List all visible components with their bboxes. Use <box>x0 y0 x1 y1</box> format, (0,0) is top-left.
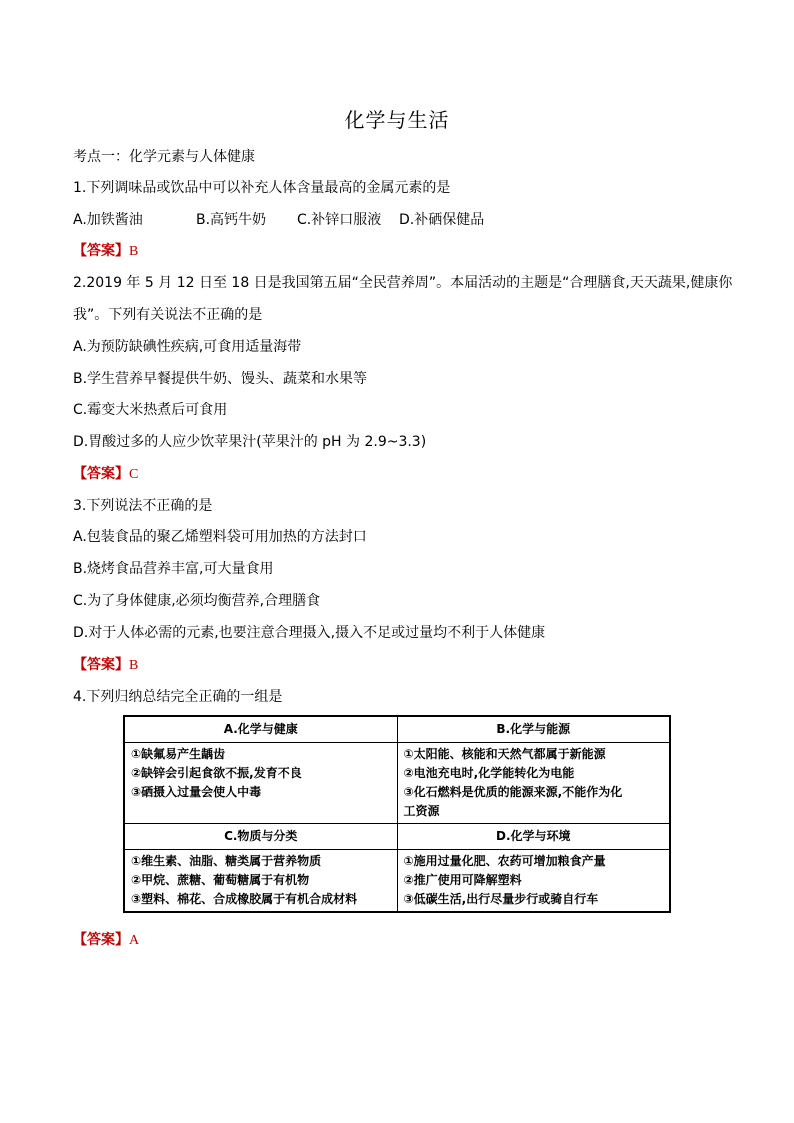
summary-table <box>123 715 671 913</box>
answer-label: 【答案】 <box>73 466 129 482</box>
question-2-stem-line1: 2.2019 年 5 月 12 日至 18 日是我国第五届“全民营养周”。本届活动的主题是“合理膳食,天天蔬果,健康你 <box>73 275 733 291</box>
answer-value: A <box>129 933 140 948</box>
question-1-answer <box>73 240 138 260</box>
table-b-line-4: 工资源 <box>403 804 440 818</box>
table-d-line-3: ③低碳生活,出行尽量步行或骑自行车 <box>403 892 599 906</box>
table-head-b: B.化学与能源 <box>397 716 670 743</box>
section-heading: 考点一：化学元素与人体健康 <box>73 149 255 165</box>
question-3-option-b: B.烧烤食品营养丰富,可大量食用 <box>73 561 274 577</box>
question-1-option-c: C.补锌口服液 <box>297 212 382 228</box>
table-cell-a <box>124 743 397 824</box>
answer-label: 【答案】 <box>73 657 129 673</box>
table-b-line-3: ③化石燃料是优质的能源来源,不能作为化 <box>403 785 623 799</box>
table-head-d: D.化学与环境 <box>397 824 670 850</box>
question-1-option-b: B.高钙牛奶 <box>196 212 267 228</box>
table-c-line-3: ③塑料、棉花、合成橡胶属于有机合成材料 <box>131 892 358 906</box>
table-cell-b <box>397 743 670 824</box>
question-2-answer <box>73 463 138 483</box>
table-b-line-2: ②电池充电时,化学能转化为电能 <box>403 766 575 780</box>
table-a-line-2: ②缺锌会引起食欲不振,发育不良 <box>131 766 302 780</box>
question-2-stem-line2: 我”。下列有关说法不正确的是 <box>73 307 263 323</box>
question-1-option-d: D.补硒保健品 <box>399 212 485 228</box>
question-3-stem: 3.下列说法不正确的是 <box>73 498 213 514</box>
answer-value: B <box>129 658 139 673</box>
table-a-line-3: ③硒摄入过量会使人中毒 <box>131 785 262 799</box>
question-4-stem: 4.下列归纳总结完全正确的一组是 <box>73 689 283 705</box>
table-d-line-1: ①施用过量化肥、农药可增加粮食产量 <box>403 854 606 868</box>
page-title: 化学与生活 <box>344 108 450 132</box>
question-2-option-a: A.为预防缺碘性疾病,可食用适量海带 <box>73 339 302 355</box>
question-2-option-c: C.霉变大米热煮后可食用 <box>73 402 228 418</box>
table-cell-c <box>124 850 397 913</box>
answer-label: 【答案】 <box>73 243 129 259</box>
table-head-c: C.物质与分类 <box>124 824 397 850</box>
question-3-option-c: C.为了身体健康,必须均衡营养,合理膳食 <box>73 593 321 609</box>
table-cell-d <box>397 850 670 913</box>
answer-value: B <box>129 244 139 259</box>
question-3-answer <box>73 654 138 674</box>
question-4-answer <box>73 929 139 949</box>
question-1-option-a: A.加铁酱油 <box>73 212 143 228</box>
table-a-line-1: ①缺氟易产生龋齿 <box>131 747 226 761</box>
question-1-stem: 1.下列调味品或饮品中可以补充人体含量最高的金属元素的是 <box>73 180 451 196</box>
answer-label: 【答案】 <box>73 932 129 948</box>
question-2-option-d: D.胃酸过多的人应少饮苹果汁(苹果汁的 pH 为 2.9~3.3) <box>73 434 427 450</box>
answer-value: C <box>129 467 139 482</box>
table-c-line-1: ①维生素、油脂、糖类属于营养物质 <box>131 854 322 868</box>
question-2-option-b: B.学生营养早餐提供牛奶、馒头、蔬菜和水果等 <box>73 371 368 387</box>
table-c-line-2: ②甲烷、蔗糖、葡萄糖属于有机物 <box>131 873 310 887</box>
question-3-option-d: D.对于人体必需的元素,也要注意合理摄入,摄入不足或过量均不利于人体健康 <box>73 625 546 641</box>
table-d-line-2: ②推广使用可降解塑料 <box>403 873 522 887</box>
question-3-option-a: A.包装食品的聚乙烯塑料袋可用加热的方法封口 <box>73 529 367 545</box>
table-b-line-1: ①太阳能、核能和天然气都属于新能源 <box>403 747 606 761</box>
table-head-a: A.化学与健康 <box>124 716 397 743</box>
